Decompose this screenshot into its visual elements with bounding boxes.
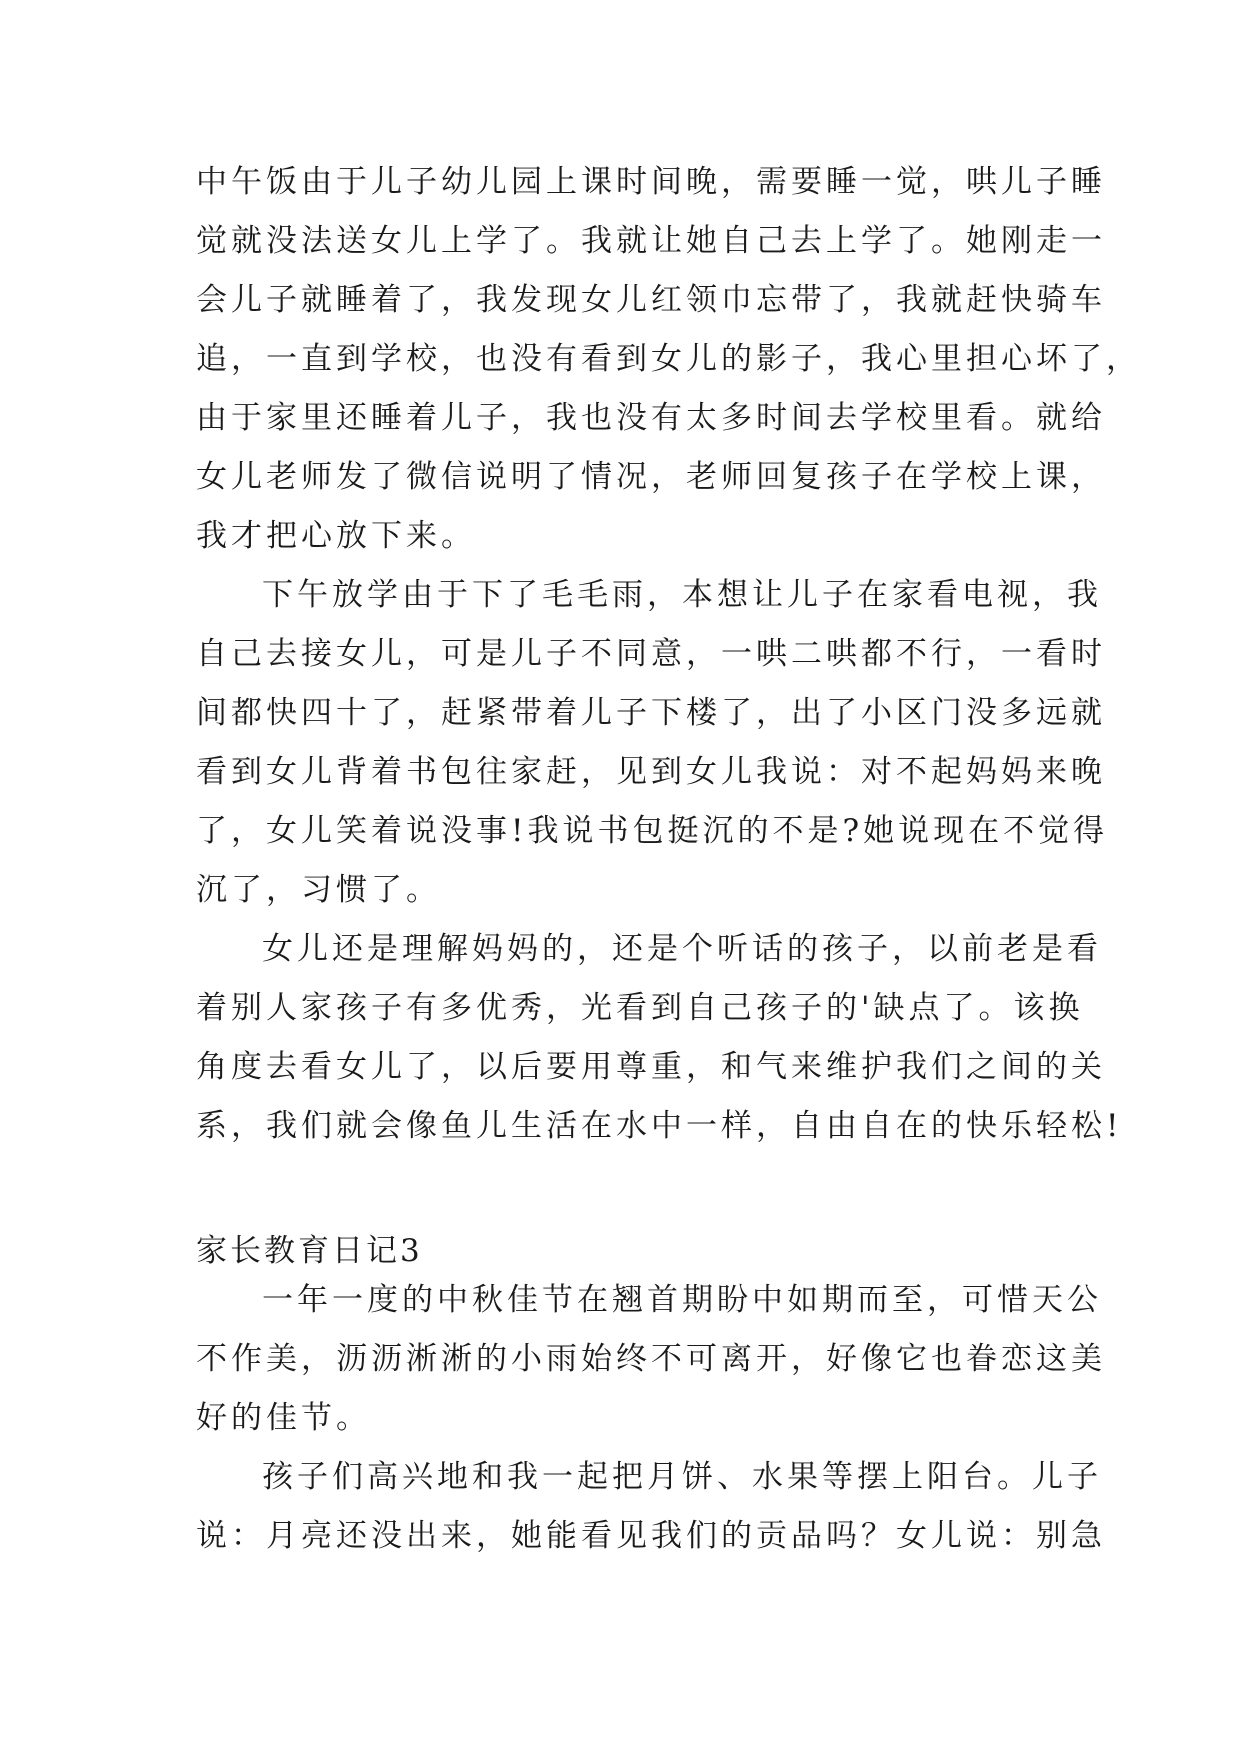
text-line: 会儿子就睡着了，我发现女儿红领巾忘带了，我就赶快骑车 <box>196 282 1106 318</box>
diary-body-part2 <box>196 1271 1106 1566</box>
text-line: 觉就没法送女儿上学了。我就让她自己去上学了。她刚走一 <box>196 223 1106 259</box>
text-line: 不作美，沥沥淅淅的小雨始终不可离开，好像它也眷恋这美 <box>196 1341 1106 1377</box>
diary-heading: 家长教育日记3 <box>196 1233 423 1269</box>
text-line: 系，我们就会像鱼儿生活在水中一样，自由自在的快乐轻松! <box>196 1108 1123 1144</box>
text-line: 由于家里还睡着儿子，我也没有太多时间去学校里看。就给 <box>196 400 1106 436</box>
text-line: 说：月亮还没出来，她能看见我们的贡品吗？女儿说：别急 <box>196 1518 1106 1554</box>
paragraph-start-line: 下午放学由于下了毛毛雨，本想让儿子在家看电视，我 <box>262 577 1102 613</box>
text-line: 角度去看女儿了，以后要用尊重，和气来维护我们之间的关 <box>196 1049 1106 1085</box>
diary-body-part1 <box>196 153 1141 1156</box>
paragraph-start-line: 一年一度的中秋佳节在翘首期盼中如期而至，可惜天公 <box>262 1282 1102 1318</box>
text-line: 中午饭由于儿子幼儿园上课时间晚，需要睡一觉，哄儿子睡 <box>196 164 1106 200</box>
text-line: 自己去接女儿，可是儿子不同意，一哄二哄都不行，一看时 <box>196 636 1106 672</box>
paragraph-start-line: 女儿还是理解妈妈的，还是个听话的孩子，以前老是看 <box>262 931 1102 967</box>
paragraph-start-line: 孩子们高兴地和我一起把月饼、水果等摆上阳台。儿子 <box>262 1459 1102 1495</box>
text-line: 间都快四十了，赶紧带着儿子下楼了，出了小区门没多远就 <box>196 695 1106 731</box>
text-line: 女儿老师发了微信说明了情况，老师回复孩子在学校上课， <box>196 459 1106 495</box>
text-line: 追，一直到学校，也没有看到女儿的影子，我心里担心坏了， <box>196 341 1141 377</box>
text-line: 了，女儿笑着说没事!我说书包挺沉的不是?她说现在不觉得 <box>196 813 1109 849</box>
text-line: 看到女儿背着书包往家赶，见到女儿我说：对不起妈妈来晚 <box>196 754 1106 790</box>
text-line: 好的佳节。 <box>196 1400 371 1436</box>
text-line: 我才把心放下来。 <box>196 518 476 554</box>
text-line: 着别人家孩子有多优秀，光看到自己孩子的'缺点了。该换 <box>196 990 1084 1026</box>
text-line: 沉了，习惯了。 <box>196 872 441 908</box>
